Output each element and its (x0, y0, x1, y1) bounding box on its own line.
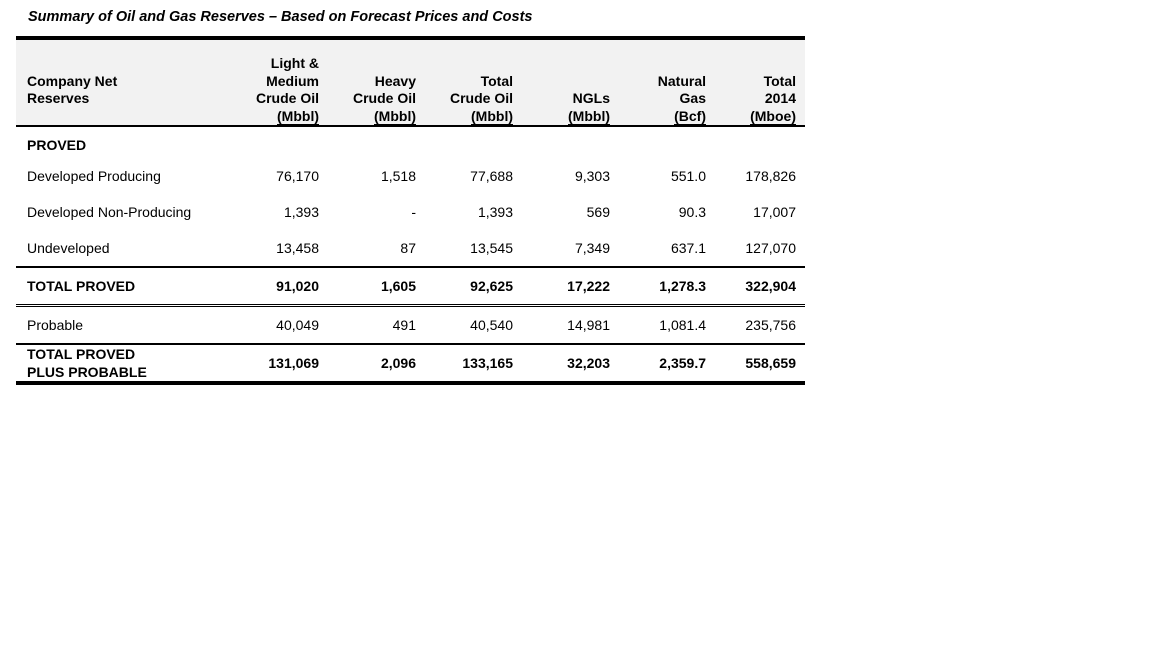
cell-value: 1,518 (380, 168, 416, 184)
row-label: Developed Producing (27, 168, 161, 184)
header-company-net-reserves (16, 38, 226, 126)
cell-value: 92,625 (425, 267, 522, 306)
cell-value: 17,007 (753, 204, 796, 220)
table-body (16, 126, 805, 383)
cell-value: 7,349 (574, 240, 610, 256)
header-unit: (Bcf) (674, 107, 706, 124)
cell-value: 491 (392, 317, 416, 333)
total-proved-row (16, 267, 805, 306)
header-heavy-crude (328, 38, 425, 126)
table-row (16, 158, 805, 194)
cell-value: 1,393 (283, 204, 319, 220)
cell-value: 76,170 (276, 168, 319, 184)
header-total-2014 (715, 38, 805, 126)
header-line: Crude Oil (449, 90, 513, 106)
header-line: Total (763, 72, 796, 89)
cell-value: 2,359.7 (619, 344, 715, 383)
cell-value: 235,756 (745, 317, 796, 333)
table-title: Summary of Oil and Gas Reserves – Based on Forecast Prices and Costs (28, 9, 533, 25)
row-label-line: TOTAL PROVED (27, 346, 136, 362)
cell-value: 322,904 (715, 267, 805, 306)
cell-value: 127,070 (745, 240, 796, 256)
cell-value: 90.3 (678, 204, 706, 220)
header-line: NGLs (572, 90, 610, 106)
header-line: Crude Oil (255, 90, 319, 106)
cell-value: 2,096 (328, 344, 425, 383)
cell-value: 32,203 (522, 344, 619, 383)
probable-row (16, 306, 805, 345)
cell-value: 40,540 (470, 317, 513, 333)
header-line: Light & (270, 55, 319, 71)
row-label-line: PLUS PROBABLE (27, 364, 147, 380)
cell-value: 40,049 (276, 317, 319, 333)
cell-value: 637.1 (670, 240, 706, 256)
cell-value: 131,069 (226, 344, 328, 383)
row-label: Probable (27, 317, 84, 333)
header-line: Gas (679, 90, 706, 106)
cell-value: 14,981 (567, 317, 610, 333)
header-row (16, 38, 805, 126)
cell-value: 13,458 (276, 240, 319, 256)
header-light-medium-crude (226, 38, 328, 126)
table-row (16, 194, 805, 230)
cell-value: 77,688 (470, 168, 513, 184)
cell-value: 87 (400, 240, 416, 256)
header-unit: (Mbbl) (471, 107, 513, 124)
header-line: Total (480, 72, 513, 89)
header-unit: (Mbbl) (568, 107, 610, 124)
section-row-proved (16, 126, 805, 158)
header-line: Company Net (27, 72, 118, 89)
header-line: Heavy (374, 72, 416, 89)
header-line: Natural (657, 72, 706, 89)
section-label: PROVED (27, 136, 87, 153)
header-unit: (Mbbl) (374, 107, 416, 124)
cell-value: 1,393 (477, 204, 513, 220)
cell-value: 9,303 (574, 168, 610, 184)
cell-value: 558,659 (715, 344, 805, 383)
header-unit: (Mboe) (750, 107, 796, 124)
table-header (16, 38, 805, 126)
header-ngls (522, 38, 619, 126)
header-natural-gas (619, 38, 715, 126)
cell-value: 17,222 (522, 267, 619, 306)
cell-value: 551.0 (670, 168, 706, 184)
cell-value: 1,605 (328, 267, 425, 306)
row-label: Developed Non-Producing (27, 204, 192, 220)
cell-value: 1,081.4 (659, 317, 706, 333)
header-line: 2014 (764, 90, 796, 106)
cell-value: 1,278.3 (619, 267, 715, 306)
cell-value: 91,020 (226, 267, 328, 306)
row-label: TOTAL PROVED (16, 267, 226, 306)
cell-value: 13,545 (470, 240, 513, 256)
reserves-table (16, 36, 805, 385)
header-total-crude (425, 38, 522, 126)
row-label: Undeveloped (27, 240, 110, 256)
header-line: Reserves (27, 90, 90, 106)
table-row (16, 230, 805, 267)
cell-value: 178,826 (745, 168, 796, 184)
header-line: Crude Oil (352, 90, 416, 106)
total-proved-plus-probable-row (16, 344, 805, 383)
header-line: Medium (266, 72, 319, 89)
cell-value: - (411, 204, 416, 220)
cell-value: 569 (586, 204, 610, 220)
header-unit: (Mbbl) (277, 107, 319, 124)
cell-value: 133,165 (425, 344, 522, 383)
row-label (16, 344, 226, 383)
